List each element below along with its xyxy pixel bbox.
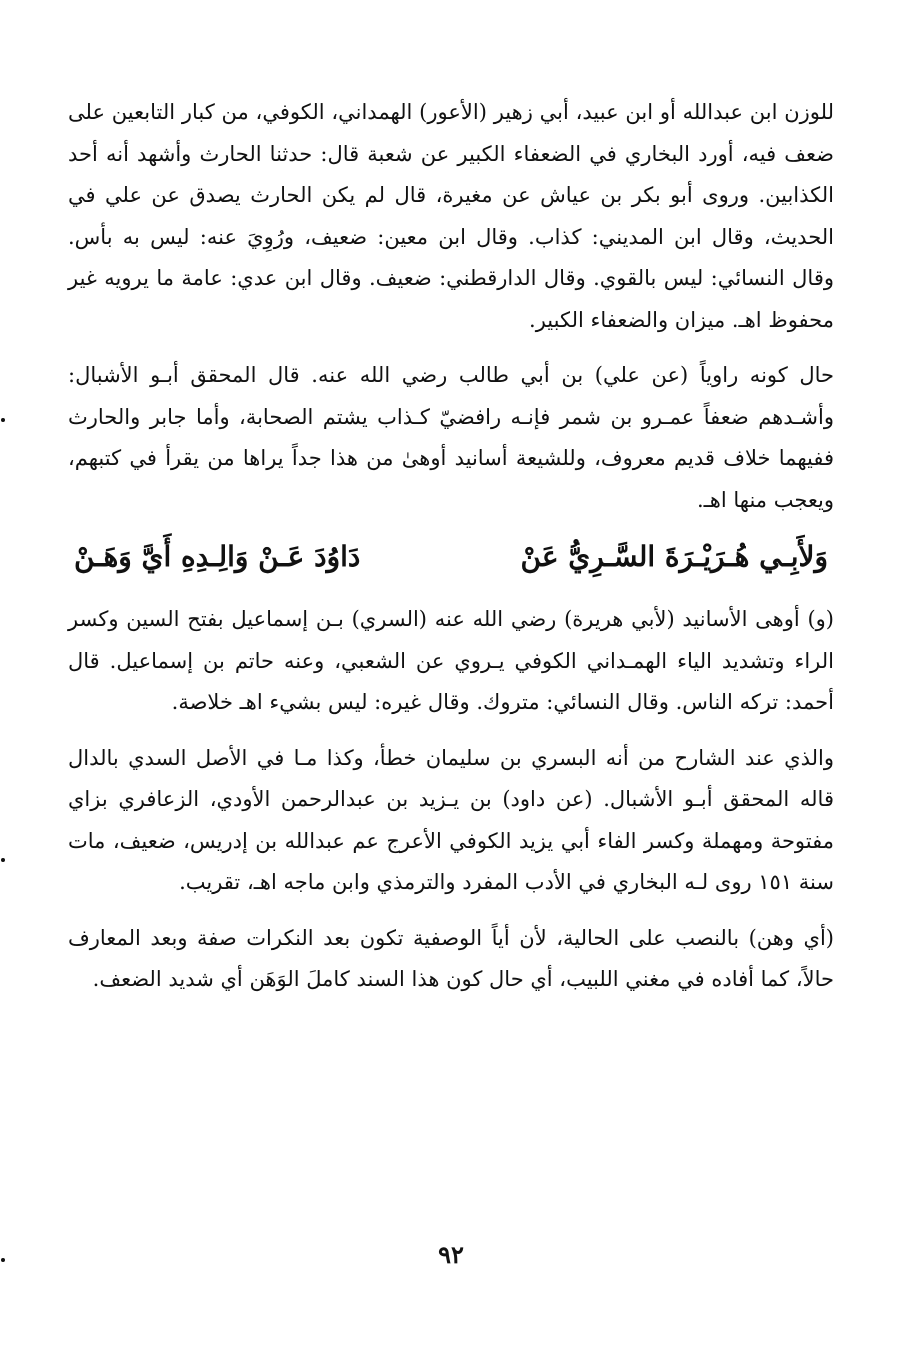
paragraph-3: (و) أوهى الأسانيد (لأبي هريرة) رضي الله عنه (السري) بـن إسماعيل بفتح السين وكسر الراء وتشديد الياء الهمـداني الكوفي يـروي عن الشعبي، وعنه حاتم بن إسماعيل. قال أحمد: تركه الناس. وقال النسائي: متروك. وقال غيره: ليس بشيء اهـ خلاصة. xyxy=(68,607,834,714)
margin-dot xyxy=(1,1258,5,1262)
verse-second-hemistich: دَاوُدَ عَـنْ وَالِـدِهِ أَيَّ وَهَـنْ xyxy=(74,540,361,573)
verse-first-hemistich: وَلأَبِـي هُـرَيْـرَةَ السَّـرِيُّ عَنْ xyxy=(520,540,828,573)
paragraph-1: للوزن ابن عبدالله أو ابن عبيد، أبي زهير (الأعور) الهمداني، الكوفي، من كبار التابعين على ضعف فيه، أورد البخاري في الضعفاء الكبير عن شعبة قال: حدثنا الحارث وأشهد أنه أحد الكذابين. وروى أبو بكر بن عياش عن مغيرة، قال لم يكن الحارث يصدق عن علي في الحديث، وقال ابن المديني: كذاب. وقال ابن معين: ضعيف، ورُوِيَ عنه: ليس به بأس. وقال النسائي: ليس بالقوي. وقال الدارقطني: ضعيف. وقال ابن عدي: عامة ما يرويه غير محفوظ اهـ. ميزان والضعفاء الكبير. xyxy=(68,100,834,332)
page-number: ٩٢ xyxy=(438,1240,464,1269)
verse-line xyxy=(68,535,834,579)
paragraph-2: حال كونه راوياً (عن علي) بن أبي طالب رضي الله عنه. قال المحقق أبـو الأشبال: وأشـدهم ضعفاً عمـرو بن شمر فإنـه رافضيّ كـذاب يشتم الصحابة، وأما جابر والحارث ففيهما خلاف قديم معروف، وللشيعة أسانيد أوهىٰ من هذا جداً يراها من يقرأ في كتبهم، ويعجب منها اهـ. xyxy=(68,363,834,512)
paragraph-4: والذي عند الشارح من أنه البسري بن سليمان خطأ، وكذا مـا في الأصل السدي بالدال قاله المحقق أبـو الأشبال. (عن داود) بن يـزيد بن عبدالرحمن الأودي، الزعافري بزاي مفتوحة ومهملة وكسر الفاء أبي يزيد الكوفي الأعرج عم عبدالله بن إدريس، ضعيف، مات سنة ١٥١ روى لـه البخاري في الأدب المفرد والترمذي وابن ماجه اهـ، تقريب. xyxy=(68,745,834,894)
margin-dot xyxy=(1,858,5,862)
paragraph-5: (أي وهن) بالنصب على الحالية، لأن أياً الوصفية تكون بعد النكرات صفة وبعد المعارف حالاً، كما أفاده في مغني اللبيب، أي حال كون هذا السند كاملَ الوَهَن أي شديد الضعف. xyxy=(68,925,834,991)
margin-dot xyxy=(1,418,5,422)
